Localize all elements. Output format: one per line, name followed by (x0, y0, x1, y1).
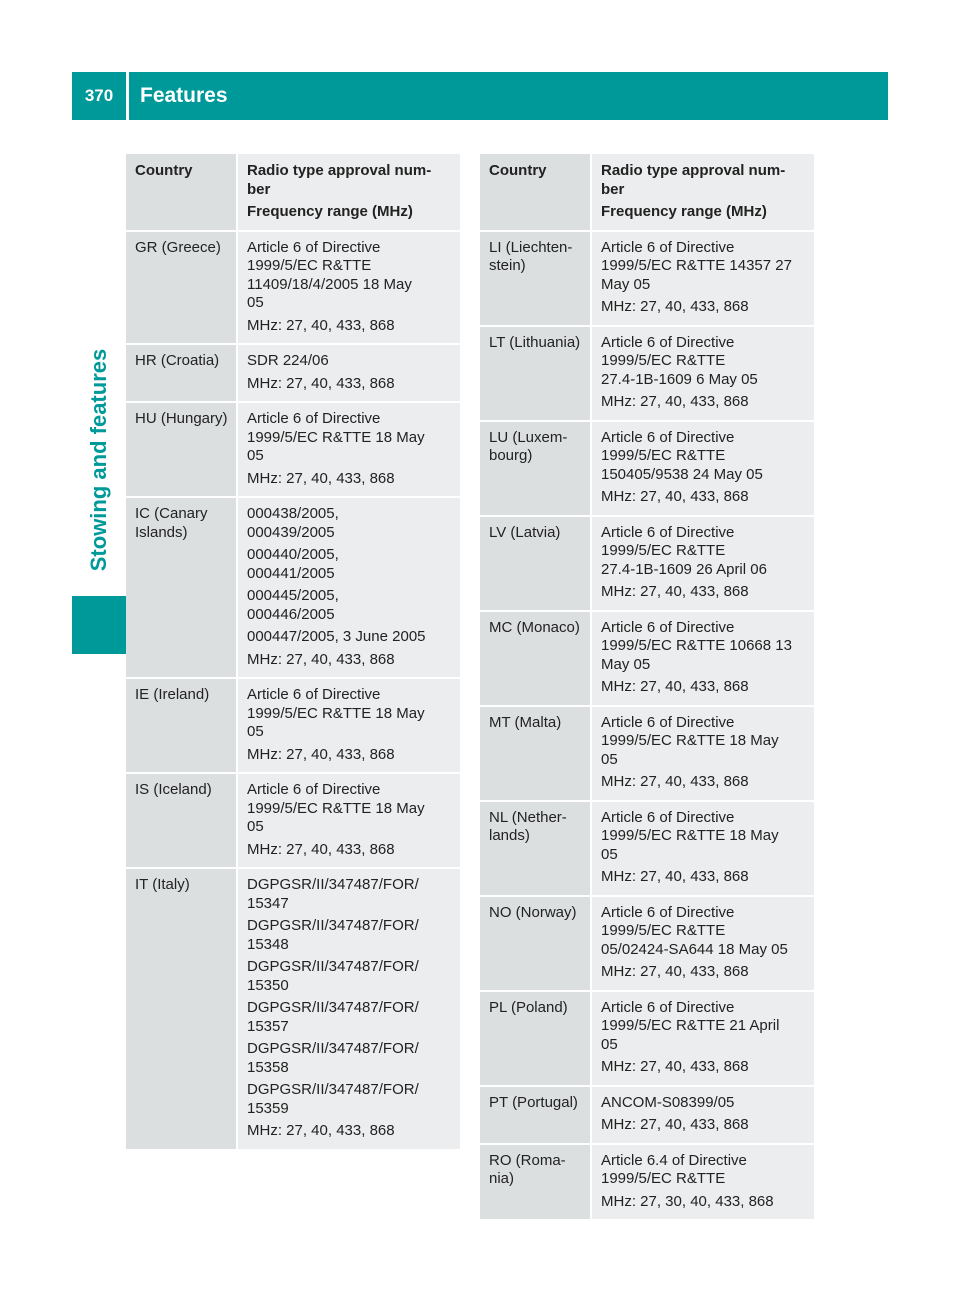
approval-value: Article 6 of Directive 1999/5/EC R&TTE 18 May 05 (247, 410, 425, 464)
approval-value: DGPGSR/II/347487/FOR/ 15357 (247, 999, 419, 1035)
table-row (480, 611, 814, 706)
approval-value: Article 6 of Directive 1999/5/EC R&TTE 14357 27 May 05 (601, 238, 792, 293)
country-cell: NO (Norway) (480, 896, 591, 991)
approval-value: Article 6 of Directive 1999/5/EC R&TTE 27.4-1B-1609 6 May 05 (601, 333, 758, 388)
country-cell: IS (Iceland) (126, 773, 237, 868)
country-cell: LI (Liechten- stein) (480, 231, 591, 326)
country-cell: LU (Luxem- bourg) (480, 421, 591, 516)
country-cell: IC (Canary Islands) (126, 497, 237, 678)
approval-value: MHz: 27, 40, 433, 868 (601, 1058, 749, 1075)
approval-cell (591, 421, 814, 516)
approval-value: Article 6 of Directive 1999/5/EC R&TTE 11409/18/4/2005 18 May 05 (247, 238, 412, 311)
country-cell: GR (Greece) (126, 231, 237, 345)
approval-cell (591, 896, 814, 991)
country-cell: LT (Lithuania) (480, 326, 591, 421)
approval-value: Article 6 of Directive 1999/5/EC R&TTE 21 April 05 (601, 998, 780, 1053)
header-divider (126, 72, 129, 120)
country-cell: PL (Poland) (480, 991, 591, 1086)
table-row (480, 421, 814, 516)
approval-cell (237, 868, 460, 1150)
country-cell: IT (Italy) (126, 868, 237, 1150)
approval-value: Article 6 of Directive 1999/5/EC R&TTE 18 May 05 (601, 808, 779, 863)
approval-cell (237, 497, 460, 678)
approval-value: MHz: 27, 40, 433, 868 (601, 583, 749, 600)
country-cell: MT (Malta) (480, 706, 591, 801)
approval-value: 000445/2005, 000446/2005 (247, 587, 339, 623)
approval-value: DGPGSR/II/347487/FOR/ 15348 (247, 917, 419, 953)
country-cell: HU (Hungary) (126, 402, 237, 497)
approval-cell (591, 706, 814, 801)
approval-value: Article 6 of Directive 1999/5/EC R&TTE 27.4-1B-1609 26 April 06 (601, 523, 767, 578)
table-row (126, 678, 460, 773)
page-number: 370 (84, 86, 114, 105)
approval-value: DGPGSR/II/347487/FOR/ 15347 (247, 876, 419, 912)
approval-value: ANCOM-S08399/05 (601, 1093, 735, 1111)
approval-value: Article 6 of Directive 1999/5/EC R&TTE 18 May 05 (247, 781, 425, 835)
approval-value: DGPGSR/II/347487/FOR/ 15358 (247, 1040, 419, 1076)
approval-value: MHz: 27, 40, 433, 868 (601, 488, 749, 505)
approval-column-header (237, 154, 460, 231)
approval-column-header (591, 154, 814, 231)
approval-value: MHz: 27, 40, 433, 868 (247, 840, 395, 858)
approval-value: 000438/2005, 000439/2005 (247, 505, 339, 541)
table-row (480, 991, 814, 1086)
approval-cell (591, 516, 814, 611)
table-row (480, 326, 814, 421)
country-cell: RO (Roma- nia) (480, 1144, 591, 1221)
approval-value: MHz: 27, 40, 433, 868 (601, 298, 749, 315)
country-cell: PT (Portugal) (480, 1086, 591, 1144)
frequency-header-label: Frequency range (MHz) (247, 203, 413, 220)
approval-value: 000447/2005, 3 June 2005 (247, 628, 426, 645)
approval-cell (237, 678, 460, 773)
approval-cell (591, 326, 814, 421)
table-header-row (480, 154, 814, 231)
approval-value: MHz: 27, 40, 433, 868 (601, 773, 749, 790)
approval-header-label: Radio type approval num- ber (601, 162, 786, 198)
table-row (480, 706, 814, 801)
table-row (480, 516, 814, 611)
approval-cell (237, 344, 460, 402)
country-cell: LV (Latvia) (480, 516, 591, 611)
table-row (126, 402, 460, 497)
country-cell: MC (Monaco) (480, 611, 591, 706)
page-title: Features (140, 84, 228, 107)
table-header-row (126, 154, 460, 231)
approval-value: Article 6 of Directive 1999/5/EC R&TTE 05/02424-SA644 18 May 05 (601, 903, 788, 958)
side-chapter-marker (72, 596, 126, 654)
country-column-header: Country (126, 154, 237, 231)
approval-value: Article 6 of Directive 1999/5/EC R&TTE 18 May 05 (247, 686, 425, 740)
country-column-header: Country (480, 154, 591, 231)
approval-table-left (126, 154, 460, 1151)
table-row (126, 231, 460, 345)
approval-cell (591, 611, 814, 706)
approval-cell (591, 991, 814, 1086)
approval-value: DGPGSR/II/347487/FOR/ 15359 (247, 1081, 419, 1117)
approval-value: MHz: 27, 40, 433, 868 (601, 678, 749, 695)
approval-value: Article 6 of Directive 1999/5/EC R&TTE 10668 13 May 05 (601, 618, 792, 673)
approval-table-right (480, 154, 814, 1221)
table-row (126, 773, 460, 868)
approval-value: MHz: 27, 40, 433, 868 (247, 745, 395, 763)
approval-value: Article 6.4 of Directive 1999/5/EC R&TTE (601, 1151, 747, 1187)
table-row (480, 801, 814, 896)
approval-value: DGPGSR/II/347487/FOR/ 15350 (247, 958, 419, 994)
frequency-header-label: Frequency range (MHz) (601, 203, 767, 220)
approval-cell (237, 773, 460, 868)
approval-cell (591, 1086, 814, 1144)
country-cell: NL (Nether- lands) (480, 801, 591, 896)
table-row (126, 344, 460, 402)
approval-cell (591, 801, 814, 896)
approval-value: MHz: 27, 40, 433, 868 (247, 469, 395, 487)
approval-value: MHz: 27, 30, 40, 433, 868 (601, 1192, 774, 1210)
table-row (480, 1086, 814, 1144)
approval-cell (591, 231, 814, 326)
approval-value: MHz: 27, 40, 433, 868 (247, 374, 395, 392)
table-row (126, 497, 460, 678)
approval-value: MHz: 27, 40, 433, 868 (601, 868, 749, 885)
table-row (480, 231, 814, 326)
approval-value: MHz: 27, 40, 433, 868 (247, 1122, 395, 1139)
country-cell: HR (Croatia) (126, 344, 237, 402)
table-row (480, 896, 814, 991)
approval-cell (237, 402, 460, 497)
approval-value: Article 6 of Directive 1999/5/EC R&TTE 18 May 05 (601, 713, 779, 768)
approval-value: Article 6 of Directive 1999/5/EC R&TTE 150405/9538 24 May 05 (601, 428, 763, 483)
approval-value: MHz: 27, 40, 433, 868 (601, 1116, 749, 1133)
approval-cell (591, 1144, 814, 1221)
approval-header-label: Radio type approval num- ber (247, 162, 432, 198)
table-row (126, 868, 460, 1150)
approval-value: 000440/2005, 000441/2005 (247, 546, 339, 582)
country-cell: IE (Ireland) (126, 678, 237, 773)
table-row (480, 1144, 814, 1221)
approval-value: MHz: 27, 40, 433, 868 (601, 963, 749, 980)
side-chapter-tab (72, 320, 126, 600)
approval-value: MHz: 27, 40, 433, 868 (247, 650, 395, 668)
side-chapter-label: Stowing and features (86, 348, 111, 572)
approval-value: MHz: 27, 40, 433, 868 (601, 393, 749, 410)
approval-value: SDR 224/06 (247, 352, 329, 369)
approval-cell (237, 231, 460, 345)
approval-value: MHz: 27, 40, 433, 868 (247, 316, 395, 334)
